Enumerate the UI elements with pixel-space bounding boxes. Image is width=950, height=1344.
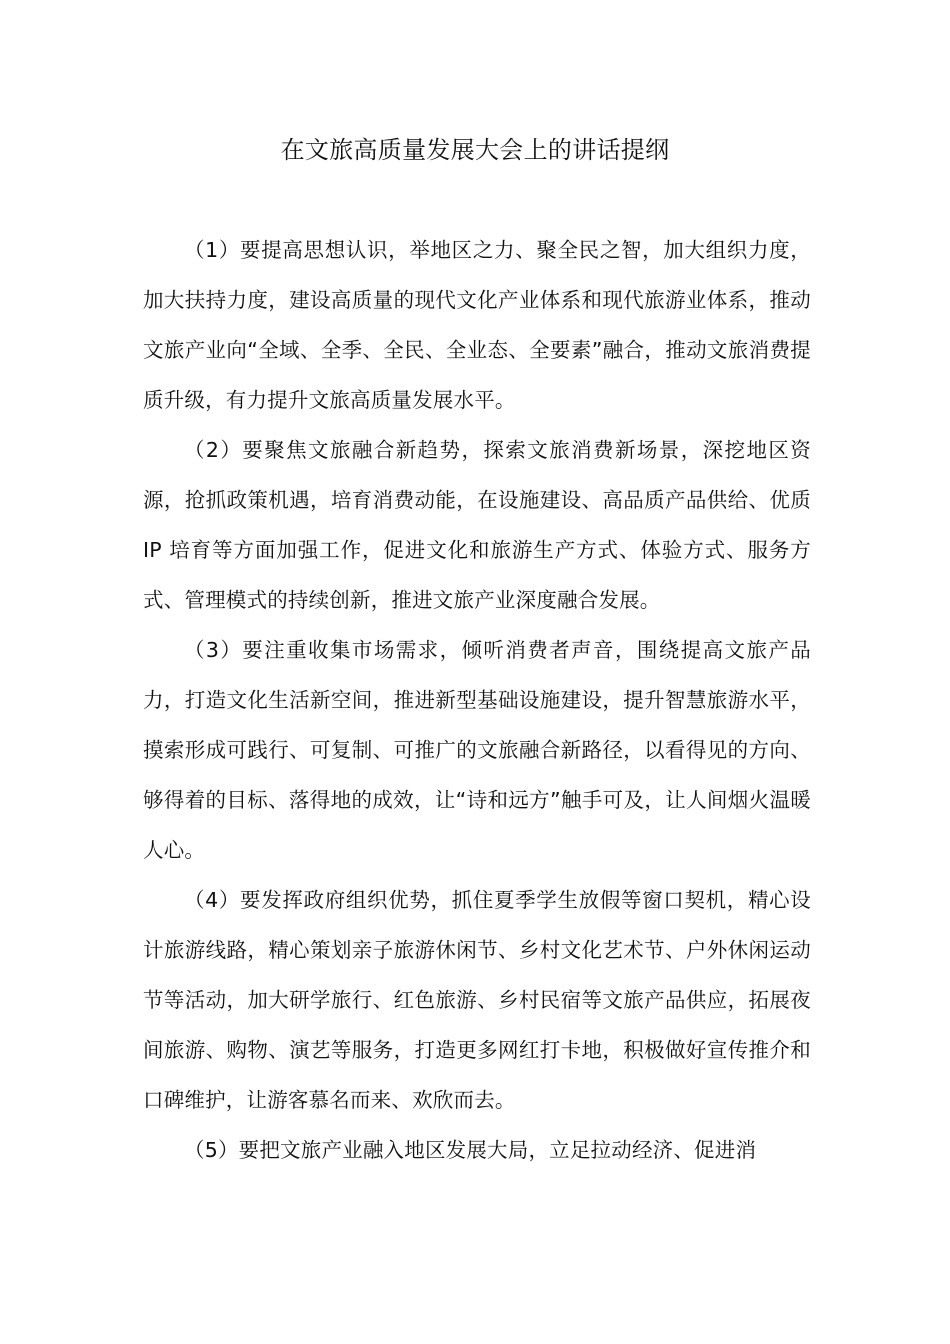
document-body	[143, 225, 811, 1175]
paragraph-5: （5）要把文旅产业融入地区发展大局，立足拉动经济、促进消	[184, 1138, 757, 1162]
paragraph-4: （4）要发挥政府组织优势，抓住夏季学生放假等窗口契机，精心设计旅游线路，精心策划亲子旅游休闲节、乡村文化艺术节、户外休闲运动节等活动，加大研学旅行、红色旅游、乡村民宿等文旅产品供应，拓展夜间旅游、购物、演艺等服务，打造更多网红打卡地，积极做好宣传推介和口碑维护，让游客慕名而来、欢欣而去。	[143, 888, 811, 1112]
paragraph-2: （2）要聚焦文旅融合新趋势，探索文旅消费新场景，深挖地区资源，抢抓政策机遇，培育消费动能，在设施建设、高品质产品供给、优质 IP 培育等方面加强工作，促进文化和旅游生产方式、体验方式、服务方式、管理模式的持续创新，推进文旅产业深度融合发展。	[143, 438, 811, 612]
paragraph-1: （1）要提高思想认识，举地区之力、聚全民之智，加大组织力度，加大扶持力度，建设高质量的现代文化产业体系和现代旅游业体系，推动文旅产业向“全域、全季、全民、全业态、全要素”融合，推动文旅消费提质升级，有力提升文旅高质量发展水平。	[143, 238, 811, 412]
document-title: 在文旅高质量发展大会上的讲话提纲	[280, 136, 670, 164]
paragraph-3: （3）要注重收集市场需求，倾听消费者声音，围绕提高文旅产品力，打造文化生活新空间，推进新型基础设施建设，提升智慧旅游水平，摸索形成可践行、可复制、可推广的文旅融合新路径，以看得见的方向、够得着的目标、落得地的成效，让“诗和远方”触手可及，让人间烟火温暖人心。	[143, 638, 811, 862]
